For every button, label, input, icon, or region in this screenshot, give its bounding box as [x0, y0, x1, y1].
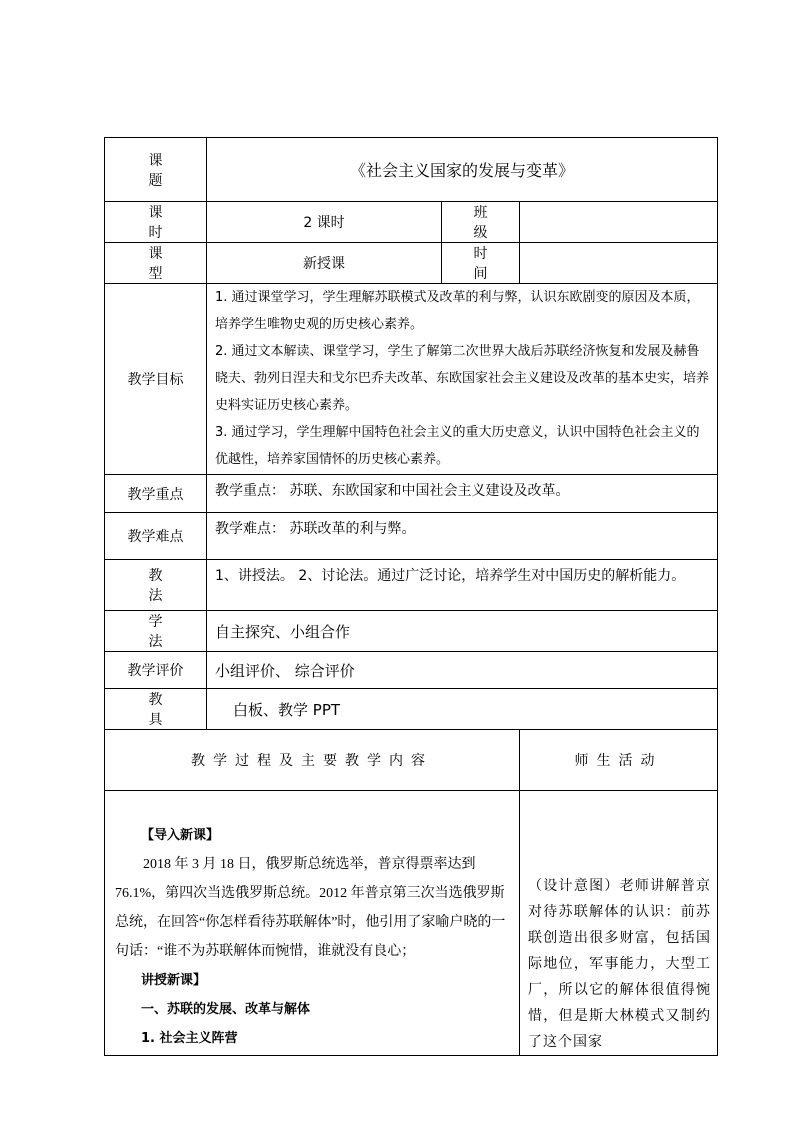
evaluation-row — [105, 652, 718, 689]
type-row — [105, 243, 718, 284]
evaluation-value: 小组评价、 综合评价 — [207, 652, 718, 689]
key-points-row — [105, 475, 718, 513]
learning-value: 自主探究、小组合作 — [207, 611, 718, 652]
lesson-plan-table — [104, 137, 718, 1056]
process-main-content — [105, 791, 520, 1056]
design-intent-note: （设计意图）老师讲解普京对待苏联解体的认识：前苏联创造出很多财富，包括国际地位，军事能力，大型工厂，所以它的解体很值得惋惜，但是斯大林模式又制约了这个国家 — [528, 878, 712, 1050]
evaluation-label: 教学评价 — [105, 652, 207, 689]
topic-label: 课 题 — [105, 138, 207, 202]
process-header-row — [105, 730, 718, 791]
difficulties-row — [105, 513, 718, 560]
methods-value: 1、讲授法。 2、讨论法。通过广泛讨论，培养学生对中国历史的解析能力。 — [207, 560, 718, 611]
objectives-content — [207, 284, 718, 475]
subsection-one-heading: 1. 社会主义阵营 — [141, 1031, 238, 1046]
topic-row — [105, 138, 718, 202]
objective-item: 2. 通过文本解读、课堂学习，学生了解第二次世界大战后苏联经济恢复和发展及赫鲁晓夫、勃列日涅夫和戈尔巴乔夫改革、东欧国家社会主义建设及改革的基本史实，培养史料实证历史核心素养。 — [215, 344, 710, 413]
learning-label: 学 法 — [105, 611, 207, 652]
type-value: 新授课 — [207, 243, 442, 284]
key-points-value: 教学重点： 苏联、东欧国家和中国社会主义建设及改革。 — [207, 475, 718, 513]
intro-heading: 【导入新课】 — [141, 828, 220, 843]
process-content-row — [105, 791, 718, 1056]
objective-item: 3. 通过学习，学生理解中国特色社会主义的重大历史意义，认识中国特色社会主义的优越性，培养家国情怀的历史核心素养。 — [215, 425, 700, 467]
learning-row — [105, 611, 718, 652]
hours-label: 课 时 — [105, 202, 207, 243]
intro-paragraph: 2018 年 3 月 18 日，俄罗斯总统选举，普京得票率达到 76.1%，第四次当选俄罗斯总统。2012 年普京第三次当选俄罗斯总统，在回答“你怎样看待苏联解体”时，他引用了家喻户晓的一句话：“谁不为苏联解体而惋惜，谁就没有良心； — [115, 857, 506, 959]
key-points-label: 教学重点 — [105, 475, 207, 513]
process-side-content — [520, 791, 718, 1056]
objectives-row — [105, 284, 718, 475]
topic-value: 《社会主义国家的发展与变革》 — [207, 138, 718, 202]
tools-row — [105, 689, 718, 730]
section-one-heading: 一、苏联的发展、改革与解体 — [141, 1002, 311, 1017]
tools-label: 教 具 — [105, 689, 207, 730]
hours-value: 2 课时 — [207, 202, 442, 243]
time-label: 时 间 — [442, 243, 520, 284]
methods-label: 教 法 — [105, 560, 207, 611]
process-side-heading: 师生活动 — [520, 730, 718, 791]
difficulties-value: 教学难点： 苏联改革的利与弊。 — [207, 513, 718, 560]
objectives-label: 教学目标 — [105, 284, 207, 475]
objective-item: 1. 通过课堂学习，学生理解苏联模式及改革的利与弊，认识东欧剧变的原因及本质，培养学生唯物史观的历史核心素养。 — [215, 290, 700, 332]
tools-value: 白板、教学 PPT — [207, 689, 718, 730]
class-label: 班 级 — [442, 202, 520, 243]
hours-row — [105, 202, 718, 243]
difficulties-label: 教学难点 — [105, 513, 207, 560]
process-main-heading: 教学过程及主要教学内容 — [105, 730, 520, 791]
new-lesson-heading: 讲授新课】 — [141, 973, 207, 988]
class-value — [520, 202, 718, 243]
time-value — [520, 243, 718, 284]
type-label: 课 型 — [105, 243, 207, 284]
methods-row — [105, 560, 718, 611]
